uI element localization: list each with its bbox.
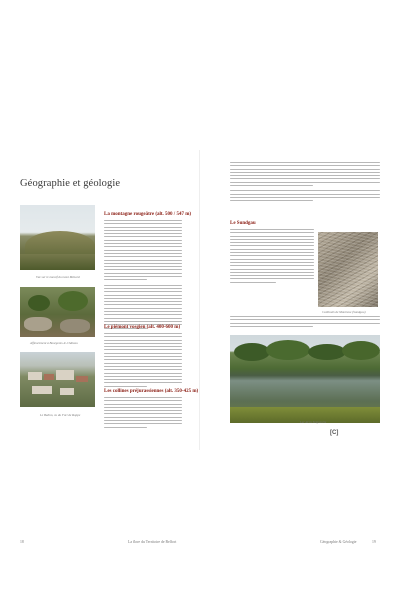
rock-photo (20, 287, 95, 337)
folio-number-right: 19 (372, 540, 376, 544)
folio-number-left: 18 (20, 540, 24, 544)
body-text-sundgau-end (230, 316, 380, 329)
lake-photo (230, 335, 380, 423)
hill-photo (20, 205, 95, 270)
page-title: Géographie et géologie (20, 178, 121, 189)
section-heading-sundgau: Le Sundgau (230, 221, 256, 226)
rock-texture-photo (318, 232, 378, 307)
folio-text-left: La flore du Territoire de Belfort (128, 540, 177, 544)
publisher-logo: [C] (330, 430, 339, 436)
caption-hill: Vue sur le massif du mont Ménard (36, 275, 80, 279)
caption-texture: Cailloutis de Montreux (Sundgau) (322, 310, 366, 314)
section-heading-piemont: Le piémont vosgien (alt. 400-600 m) (104, 325, 181, 330)
section-heading-montagne: La montagne rougeâtre (alt. 500 / 547 m) (104, 212, 192, 217)
body-text-collines (104, 397, 182, 430)
body-text-continuation (230, 162, 380, 204)
caption-town: Le Ballon, vu du Fort de Roppe (40, 413, 81, 417)
body-text-piemont (104, 333, 182, 389)
section-heading-collines: Les collines préjurassiennes (alt. 350-425 m) (104, 389, 199, 394)
body-text-sundgau (230, 229, 314, 285)
folio-text-right: Géographie & Géologie (320, 540, 357, 544)
body-text-montagne (104, 220, 182, 331)
town-photo (20, 352, 95, 407)
caption-lake: Lac de la Seigneurie (300, 420, 327, 424)
caption-rock: Affleurement à Bourgeois-le-Château (30, 341, 78, 345)
